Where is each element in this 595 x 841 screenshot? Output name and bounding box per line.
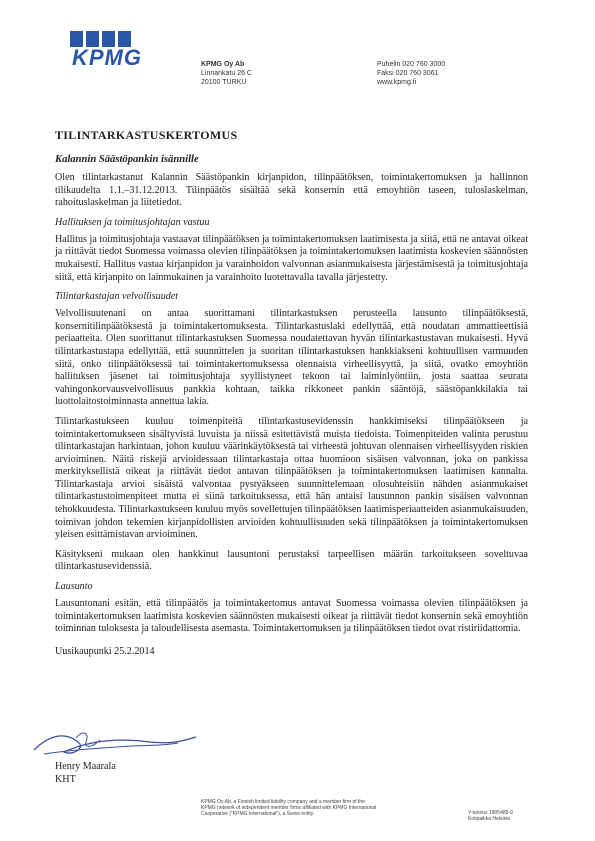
section-heading-auditor: Tilintarkastajan velvollisuudet bbox=[55, 291, 179, 303]
phone-number: Puhelin 020 760 3000 bbox=[377, 61, 446, 68]
street-address: Linnankatu 26 C bbox=[201, 70, 252, 77]
office-address bbox=[201, 60, 252, 87]
fax-number: Faksi 020 760 3061 bbox=[377, 70, 439, 77]
section-heading-management: Hallituksen ja toimitusjohtajan vastuu bbox=[55, 216, 210, 228]
website: www.kpmg.fi bbox=[377, 79, 417, 86]
auditor-paragraph-2: Tilintarkastukseen kuuluu toimenpiteitä tilintarkastusevidenssin hankkimiseksi tilinpäätökseen ja toimintakertomukseen sisältyvistä luvuista ja niissä esitettävistä muista tiedoista. Toimenpiteiden valinta perustuu tilintarkastajan harkintaan, johon kuuluu väärinkäytöksestä tai virheestä johtuvan olennaisen virheellisyyden riskien arvioiminen. Näitä riskejä arvioidessaan tilintarkastaja ottaa huomioon sisäisen valvonnan, joka on pankissa merkityksellistä oikeat ja riittävät tiedot antavan tilinpäätöksen ja toimintakertomuksen laatimisen kannalta. Tilintarkastaja arvioi sisäistä valvontaa pystyäkseen suunnittelemaan olosuhteisiin nähden asianmukaiset tilintarkastustoimenpiteet mutta ei siinä tarkoituksessa, että hän antaisi lausunnon pankin sisäisen valvonnan tehokkuudesta. Tilintarkastukseen kuuluu myös sovellettujen tilinpäätöksen laatimisperiaatteiden asianmukaisuuden, toimivan johdon tekemien kirjanpidollisten arvioiden kohtuullisuuden sekä tilinpäätöksen ja toimintakertomuksen yleisen esittämistavan arvioiminen. bbox=[55, 415, 528, 541]
signer-block bbox=[55, 761, 116, 786]
place-and-date: Uusikaupunki 25.2.2014 bbox=[55, 645, 155, 657]
domicile: Kotipaikka Helsinki bbox=[468, 816, 510, 822]
auditor-paragraph-3: Käsitykseni mukaan olen hankkinut lausuntoni perustaksi tarpeellisen määrän tarkoitukseen soveltuvaa tilintarkastusevidenssiä. bbox=[55, 548, 528, 573]
handwritten-signature bbox=[30, 728, 200, 762]
kpmg-logo bbox=[68, 30, 192, 70]
management-paragraph: Hallitus ja toimitusjohtaja vastaavat tilinpäätöksen ja toimintakertomuksen laatimisesta ja siitä, että ne antavat oikeat ja riittävät tiedot Suomessa voimassa olevien tilinpäätöksen ja toimintakertomuksen laatimista koskevien säännösten mukaisesti. Hallitus vastaa kirjanpidon ja varainhoidon valvonnan asianmukaisesta järjestämisestä ja toimitusjohtaja siitä, että kirjanpito on lainmukainen ja varainhoito luotettavalla tavalla järjestetty. bbox=[55, 233, 528, 283]
addressee: Kalannin Säästöpankin isännille bbox=[55, 154, 199, 165]
section-heading-opinion: Lausunto bbox=[55, 581, 93, 593]
footer-registration bbox=[468, 810, 513, 822]
intro-paragraph: Olen tilintarkastanut Kalannin Säästöpankin kirjanpidon, tilinpäätöksen, toimintakertomuksen ja hallinnon tilikaudelta 1.1.–31.12.2013. Tilinpäätös sisältää sekä konsernin että emoyhtiön taseen, tuloslaskelman, rahoituslaskelman ja liitetiedot. bbox=[55, 172, 528, 209]
report-title: TILINTARKASTUSKERTOMUS bbox=[55, 128, 238, 142]
company-name: KPMG Oy Ab bbox=[201, 61, 245, 68]
postal-city: 20100 TURKU bbox=[201, 79, 247, 86]
business-id: Y-tunnus 1805485-9 bbox=[468, 810, 513, 816]
contact-info bbox=[377, 60, 445, 87]
opinion-paragraph: Lausuntonani esitän, että tilinpäätös ja toimintakertomus antavat Suomessa voimassa olevien tilinpäätöksen ja toimintakertomuksen laatimista koskevien säännösten mukaisesti oikeat ja riittävät tiedot konsernin sekä emoyhtiön toiminnan tuloksesta ja taloudellisesta asemasta. Toimintakertomuksen ja tilinpäätöksen tiedot ovat ristiriidattomia. bbox=[55, 598, 528, 635]
footer-legal-notice: KPMG Oy Ab, a Finnish limited liability company and a member firm of the KPMG network of independent member firms affiliated with KPMG International Cooperative ("KPMG International"), a Swiss entity. bbox=[201, 799, 377, 817]
signer-title: KHT bbox=[55, 773, 76, 785]
report-body bbox=[55, 128, 528, 657]
signer-name: Henry Maarala bbox=[55, 761, 116, 772]
auditor-paragraph-1: Velvollisuutenani on antaa suorittamani tilintarkastuksen perusteella lausunto tilinpäätöksestä, konsernitilinpäätöksestä ja toimintakertomuksesta. Tilintarkastuslaki edellyttää, että noudatan ammattieettisiä periaatteita. Olen suorittanut tilintarkastuksen Suomessa noudatettavan hyvän tilintarkastustavan mukaisesti. Hyvä tilintarkastustapa edellyttää, että suunnittelen ja suoritan tilintarkastuksen hankkiakseni kohtuullisen varmuuden siitä, onko tilinpäätöksessä tai toimintakertomuksessa olennaista virheellisyyttä, ja siitä, ovatko emoyhtiön hallituksen jäsenet tai toimitusjohtaja syyllistyneet tekoon tai laiminlyöntiin, josta saattaa seurata vahingonkorvausvelvollisuus pankkia kohtaan, taikka rikkoneet pankin sääntöjä, säästöpankkilakia tai luottolaitostoiminnasta annettua lakia. bbox=[55, 308, 528, 408]
logo-text: KPMG bbox=[72, 45, 142, 70]
